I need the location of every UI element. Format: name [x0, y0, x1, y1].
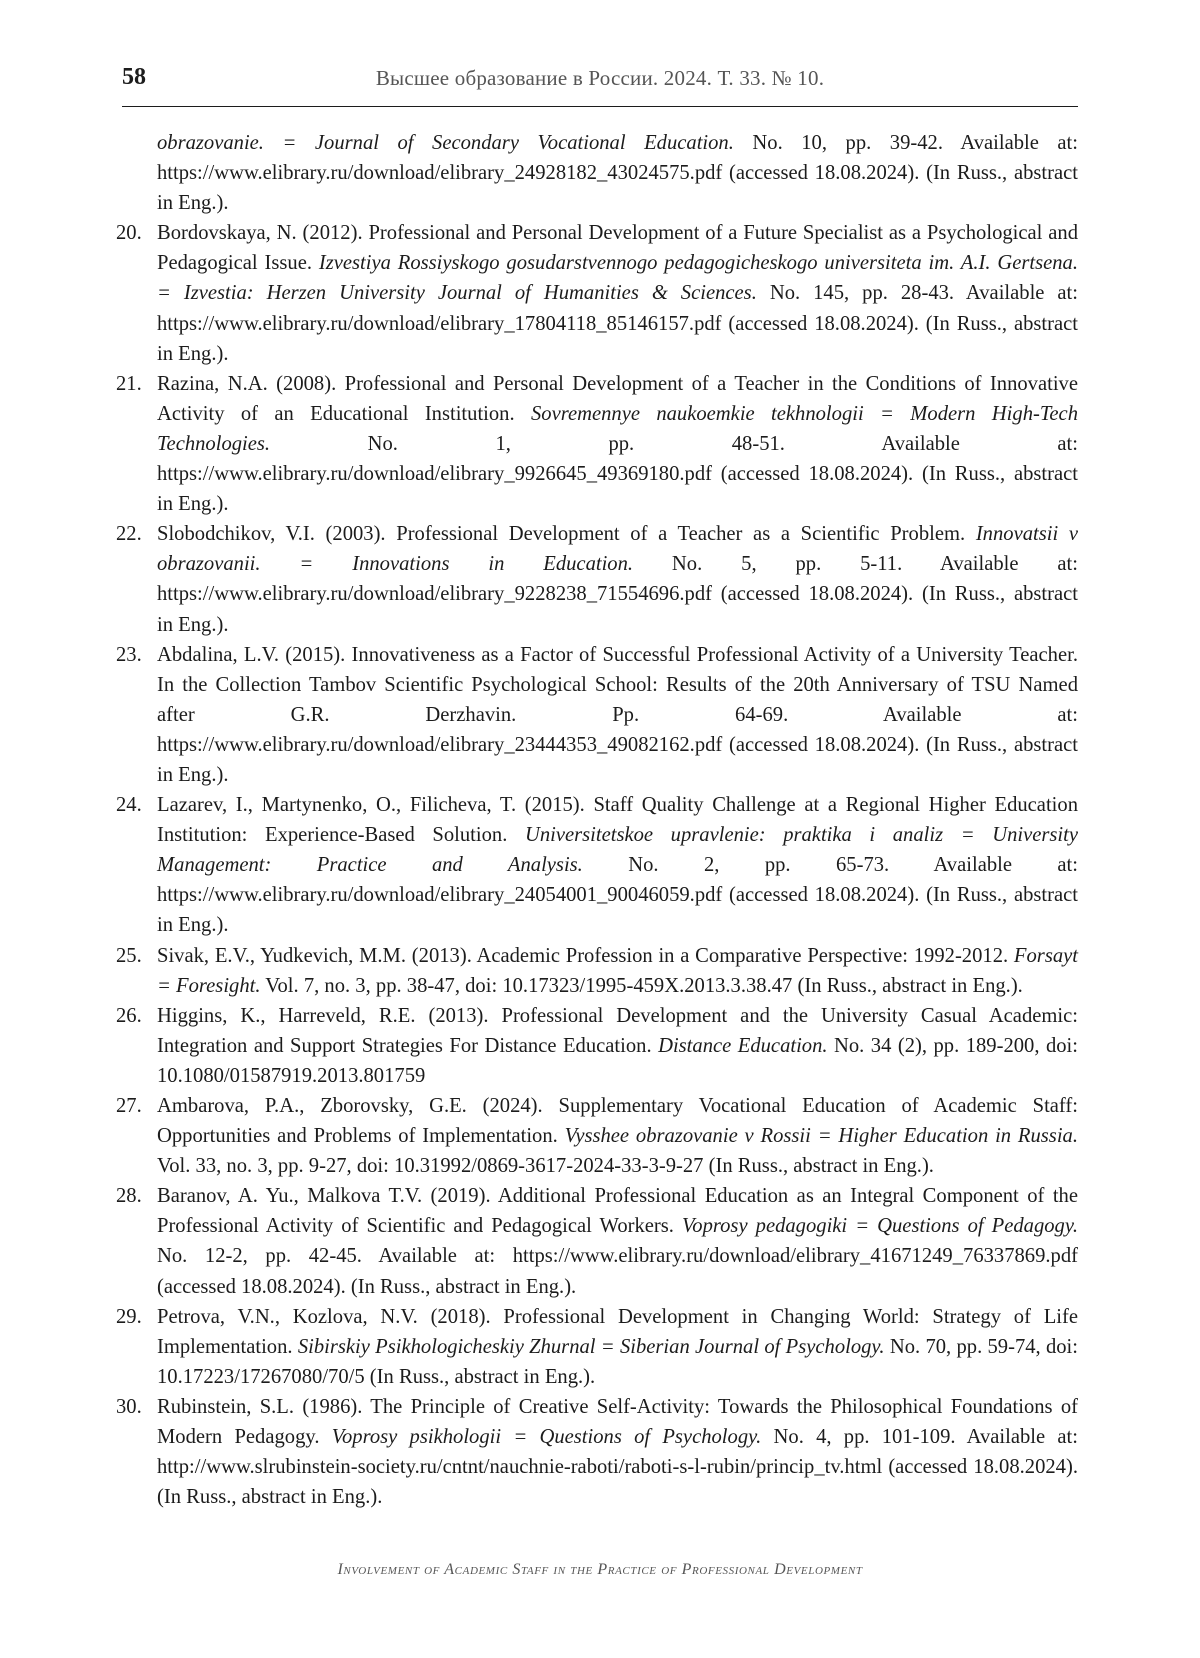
- journal-running-head: Высшее образование в России. 2024. Т. 33. № 10.: [375, 66, 825, 90]
- reference-details: No. 70, pp. 59-74, doi: 10.17223/17267080/70/5 (In Russ., abstract in Eng.).: [157, 1335, 1079, 1388]
- reference-details: No. 5, pp. 5-11. Available at: https://www.elibrary.ru/download/elibrary_9228238_71554696.pdf (accessed 18.08.2024). (In Russ., abstract in Eng.).: [157, 553, 1078, 636]
- reference-text: [157, 790, 1078, 940]
- reference-journal: Izvestiya Rossiyskogo gosudarstvennogo pedagogicheskogo universiteta im. A.I. Gertsena. = Izvestia: Herzen University Journal of Humanities & Sciences.: [157, 252, 1078, 305]
- reference-number: 24.: [116, 794, 142, 817]
- reference-journal: Distance Education.: [658, 1034, 828, 1057]
- reference-details: No. 10, pp. 39-42. Available at: https://www.elibrary.ru/download/elibrary_24928182_43024575.pdf (accessed 18.08.2024). (In Russ., abstract in Eng.).: [157, 132, 1078, 215]
- reference-continued: [122, 128, 1078, 218]
- reference-text: [157, 941, 1078, 1001]
- reference-details: No. 2, pp. 65-73. Available at: https://www.elibrary.ru/download/elibrary_24054001_90046059.pdf (accessed 18.08.2024). (In Russ., abstract in Eng.).: [157, 854, 1078, 937]
- reference-authors-title: Rubinstein, S.L. (1986). The Principle of Creative Self-Activity: Towards the Philosophical Foundations of Modern Pedagogy.: [157, 1395, 1078, 1449]
- reference-details: No. 34 (2), pp. 189-200, doi: 10.1080/01587919.2013.801759: [157, 1034, 1078, 1087]
- reference-details: No. 1, pp. 48-51. Available at: https://www.elibrary.ru/download/elibrary_9926645_49369180.pdf (accessed 18.08.2024). (In Russ., abstract in Eng.).: [157, 432, 1078, 516]
- reference-number: 27.: [116, 1095, 142, 1117]
- references-list: [116, 128, 1079, 1512]
- reference-text: [157, 640, 1078, 790]
- page-header: [122, 60, 1078, 107]
- reference-number: 26.: [116, 1004, 142, 1027]
- reference-text: [157, 519, 1078, 639]
- reference-entry: [116, 1392, 1078, 1512]
- reference-entry: [116, 1302, 1079, 1392]
- reference-number: 30.: [116, 1395, 142, 1418]
- reference-number: 23.: [116, 643, 142, 666]
- reference-text: [157, 369, 1078, 519]
- reference-authors-title: Slobodchikov, V.I. (2003). Professional Development of a Teacher as a Scientific Problem.: [157, 523, 976, 546]
- reference-text: [157, 218, 1078, 368]
- reference-number: 22.: [116, 523, 142, 546]
- reference-text: [157, 128, 1078, 218]
- reference-entries: [116, 218, 1079, 1512]
- reference-authors-title: Razina, N.A. (2008). Professional and Personal Development of a Teacher in the Conditions of Innovative Activity of an Educational Institution.: [157, 372, 1078, 425]
- reference-authors-title: Sivak, E.V., Yudkevich, M.M. (2013). Academic Profession in a Comparative Perspective: 1992-2012.: [157, 944, 1014, 967]
- reference-number: 25.: [116, 944, 142, 967]
- reference-details: No. 4, pp. 101-109. Available at: http://www.slrubinstein-society.ru/cntnt/nauchnie-raboti/raboti-s-l-rubin/princip_tv.html (accessed 18.08.2024). (In Russ., abstract in Eng.).: [157, 1426, 1078, 1509]
- reference-journal: Vysshee obrazovanie v Rossii = Higher Education in Russia.: [564, 1125, 1078, 1148]
- reference-journal: obrazovanie. = Journal of Secondary Vocational Education.: [157, 132, 734, 154]
- reference-entry: [116, 1001, 1078, 1091]
- reference-entry: [116, 790, 1079, 940]
- reference-entry: [116, 218, 1078, 368]
- reference-authors-title: Petrova, V.N., Kozlova, N.V. (2018). Professional Development in Changing World: Strategy of Life Implementation.: [157, 1305, 1078, 1358]
- reference-journal: Forsayt = Foresight.: [157, 944, 1078, 997]
- reference-journal: Innovatsii v obrazovanii. = Innovations in Education.: [157, 523, 1078, 576]
- reference-journal: Universitetskoe upravlenie: praktika i analiz = University Management: Practice and Analysis.: [157, 824, 1079, 877]
- reference-text: [157, 1302, 1078, 1392]
- reference-authors-title: Abdalina, L.V. (2015). Innovativeness as a Factor of Successful Professional Activity of a University Teacher. In the Collection Tambov Scientific Psychological School: Results of the 20th Anniversary of TSU Named after G.R. Derzhavin. Pp. 64-69. Available at: https://www.elibrary.ru/download/elibrary_23444353_49082162.pdf (accessed 18.08.2024). (In Russ., abstract in Eng.).: [157, 643, 1078, 786]
- reference-entry: [116, 369, 1078, 519]
- reference-entry: [116, 1091, 1078, 1181]
- reference-entry: [116, 640, 1078, 790]
- reference-text: [157, 1001, 1078, 1091]
- reference-details: Vol. 33, no. 3, pp. 9-27, doi: 10.31992/0869-3617-2024-33-3-9-27 (In Russ., abstract in Eng.).: [157, 1155, 934, 1178]
- reference-journal: Sibirskiy Psikhologicheskiy Zhurnal = Siberian Journal of Psychology.: [297, 1335, 885, 1358]
- reference-entry: [116, 941, 1078, 1001]
- reference-authors-title: Bordovskaya, N. (2012). Professional and Personal Development of a Future Specialist as a Psychological and Pedagogical Issue.: [157, 222, 1078, 275]
- reference-text: [157, 1392, 1078, 1512]
- reference-authors-title: Ambarova, P.A., Zborovsky, G.E. (2024). Supplementary Vocational Education of Academic Staff: Opportunities and Problems of Implementation.: [157, 1095, 1078, 1148]
- reference-number: 20.: [116, 222, 142, 245]
- reference-journal: Voprosy psikhologii = Questions of Psychology.: [331, 1426, 762, 1449]
- reference-authors-title: Baranov, A. Yu., Malkova T.V. (2019). Additional Professional Education as an Integral Component of the Professional Activity of Scientific and Pedagogical Workers.: [157, 1185, 1078, 1238]
- reference-authors-title: Higgins, K., Harreveld, R.E. (2013). Professional Development and the University Casual Academic: Integration and Support Strategies For Distance Education.: [157, 1004, 1078, 1057]
- reference-journal: Sovremennye naukoemkie tekhnologii = Modern High-Tech Technologies.: [157, 402, 1078, 455]
- reference-details: No. 145, pp. 28-43. Available at: https://www.elibrary.ru/download/elibrary_17804118_85146157.pdf (accessed 18.08.2024). (In Russ., abstract in Eng.).: [157, 282, 1078, 365]
- reference-entry: [116, 1181, 1078, 1301]
- reference-text: [157, 1181, 1078, 1301]
- page-number: 58: [122, 64, 146, 90]
- reference-entry: [116, 519, 1078, 639]
- reference-journal: Voprosy pedagogiki = Questions of Pedagogy.: [682, 1215, 1078, 1238]
- reference-details: No. 12-2, pp. 42-45. Available at: https://www.elibrary.ru/download/elibrary_41671249_76337869.pdf (accessed 18.08.2024). (In Russ., abstract in Eng.).: [157, 1245, 1078, 1298]
- page-footer-running-title: Involvement of Academic Staff in the Practice of Professional Development: [337, 1561, 863, 1578]
- reference-number: 21.: [116, 372, 142, 395]
- reference-details: Vol. 7, no. 3, pp. 38-47, doi: 10.17323/1995-459X.2013.3.38.47 (In Russ., abstract in Eng.).: [260, 974, 1023, 997]
- reference-number: 28.: [116, 1185, 142, 1208]
- reference-authors-title: Lazarev, I., Martynenko, O., Filicheva, T. (2015). Staff Quality Challenge at a Regional Higher Education Institution: Experience-Based Solution.: [157, 794, 1078, 847]
- reference-number: 29.: [116, 1305, 142, 1328]
- reference-text: [157, 1091, 1078, 1181]
